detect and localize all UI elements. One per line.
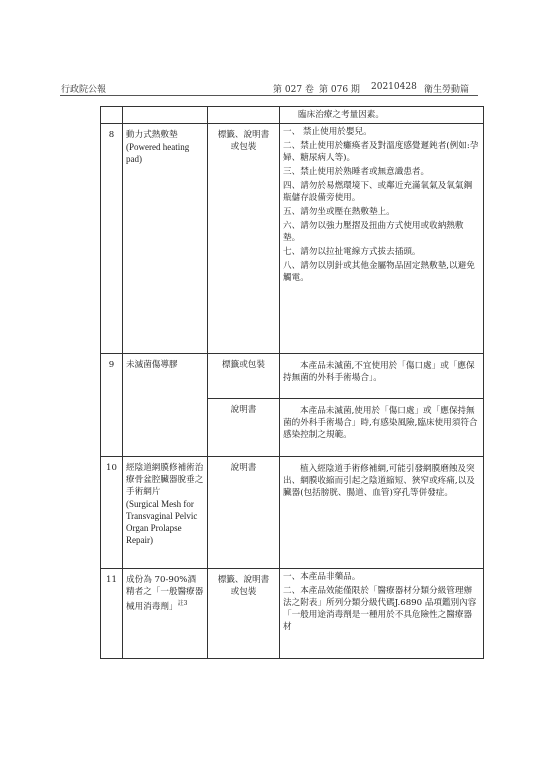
date-label: 20210428 (371, 82, 417, 92)
label-location: 說明書 (208, 399, 280, 457)
warning-content: 植入經陰道手術修補網,可能引發網膜磨蝕及突出、網膜收縮而引起之陰道縮短、狹窄或疼痛,以及臟器(包括膀胱、腸道、血管)穿孔等併發症。 (280, 457, 484, 569)
device-name: 動力式熱敷墊 (Powered heating pad) (123, 124, 208, 354)
list-item: 五、請勿坐或壓在熱敷墊上。 (283, 207, 395, 217)
table-row (101, 569, 484, 659)
list-item: 七、請勿以拉扯電線方式拔去插頭。 (283, 247, 421, 257)
warning-content: 本產品未滅菌,不宜使用於「傷口處」或「應保持無菌的外科手術場合」。 (280, 354, 484, 399)
device-warning-table (100, 106, 483, 659)
warning-content (280, 569, 484, 659)
row-number: 9 (101, 354, 123, 457)
gazette-title: 行政院公報 (61, 85, 107, 95)
list-item: 一、本產品非藥品。 (283, 572, 361, 582)
warning-content (280, 124, 484, 354)
warning-content: 本產品未滅菌,使用於「傷口處」或「應保持無菌的外科手術場合」時,有感染風險,臨床使用須符合感染控制之規範。 (280, 399, 484, 457)
issue-label: 第 076 期 (319, 85, 360, 95)
table-row (101, 124, 484, 354)
row-number: 10 (101, 457, 123, 569)
list-item: 八、請勿以別針或其他金屬物品固定熱敷墊,以避免觸電。 (283, 261, 475, 283)
list-item: 二、禁止使用於癱瘓者及對溫度感覺遲鈍者(例如:孕婦、糖尿病人等)。 (283, 141, 479, 163)
continuation-text: 臨床治療之考量因素。 (280, 107, 484, 124)
label-location: 標籤、說明書 或包裝 (208, 569, 280, 659)
list-item: 六、請勿以強力壓摺及扭曲方式使用或收納熱敷墊。 (283, 221, 464, 243)
list-item: 二、本產品效能僅限於「醫療器材分類分級管理辦法之附表」所列分類分級代碼J.6890 品項鑑別內容「一般用途消毒劑是一種用於不具危險性之醫療器材 (283, 586, 477, 632)
label-location: 說明書 (208, 457, 280, 569)
device-name: 未滅菌傷導膠 (123, 354, 208, 457)
row-number: 11 (101, 569, 123, 659)
label-location: 標籤、說明書 或包裝 (208, 124, 280, 354)
label-location: 標籤或包裝 (208, 354, 280, 399)
device-name: 經陰道網膜修補術治療骨盆腔臟器脫垂之手術網片 (Surgical Mesh for Transvaginal Pelvic Organ Prolapse Repair) (123, 457, 208, 569)
device-name-en: (Powered heating pad) (126, 142, 190, 164)
row-number: 8 (101, 124, 123, 354)
device-name-en: (Surgical Mesh for Transvaginal Pelvic Organ Prolapse Repair) (126, 499, 198, 545)
footnote-marker: 註3 (177, 600, 188, 607)
device-name: 成份為 70-90%酒精者之「一般醫療器械用消毒劑」$^{註3}$ (123, 569, 208, 659)
table-row (101, 457, 484, 569)
table-row (101, 107, 484, 124)
section-label: 衛生勞動篇 (424, 85, 470, 95)
table-row (101, 354, 484, 399)
volume-label: 第 027 卷 (273, 85, 314, 95)
list-item: 一、 禁止使用於嬰兒。 (283, 127, 372, 137)
list-item: 三、禁止使用於熟睡者或無意識患者。 (283, 167, 430, 177)
list-item: 四、請勿於易燃環境下、或鄰近充滿氧氣及氧氣鋼瓶儲存設備旁使用。 (283, 181, 473, 203)
header-divider (60, 95, 478, 96)
